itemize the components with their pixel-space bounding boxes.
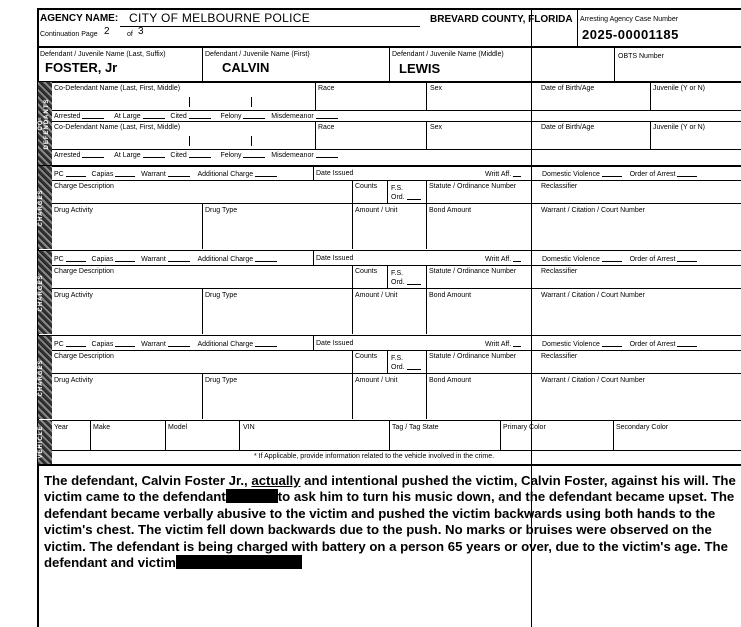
charge3-div-counts: [352, 350, 353, 419]
codefendants-side-tab: [38, 82, 52, 165]
charge3-amount-label: Amount / Unit: [355, 377, 398, 384]
charge2-row2-line: [52, 288, 741, 289]
charge2-warrant-text: Warrant: [141, 256, 166, 263]
vehicle-model-label: Model: [168, 424, 188, 431]
charge1-writt-text: Writt Aff.: [485, 171, 512, 178]
charge2-desc-label: Charge Description: [54, 268, 114, 275]
charge1-capias-text: Capias: [91, 171, 114, 178]
charge3-writt-row: [485, 340, 521, 349]
codefendants-side-label: CO-DEFENDANTS: [38, 97, 50, 149]
charge1-bottom: [37, 250, 741, 251]
redaction-bar: [226, 489, 278, 503]
charge3-capias-text: Capias: [91, 341, 114, 348]
charge3-row2-line: [52, 373, 741, 374]
agency-name: CITY OF MELBOURNE POLICE: [129, 11, 311, 25]
codef2-div-juv: [650, 121, 651, 149]
charge2-reclass-label: Reclassifier: [541, 268, 578, 275]
charge2-writt-row: [485, 255, 521, 264]
charge1-side-label: CHARGES: [38, 188, 44, 227]
defendant-middle-label: Defendant / Juvenile Name (Middle): [392, 51, 504, 58]
charge3-drug-activity-label: Drug Activity: [54, 377, 93, 384]
charge1-bond-label: Bond Amount: [429, 207, 472, 214]
charge3-pc-text: PC: [54, 341, 64, 348]
charge2-statute-label: Statute / Ordinance Number: [429, 268, 517, 275]
charge1-ord-row: [391, 193, 421, 202]
codef1-div-juv: [650, 82, 651, 110]
codef1-arrested-label: [54, 112, 338, 121]
narrative-part-3: to ask him to turn his music down, and the defendant became upset. The defendant became verbally abusive to the victim and pushed the victim backwards using both hands to the victim's chest. The victim fell down backwards due to the push. No marks or bruises were observed on the victim. The defendant is being charged with battery on a person 65 years or over, due to the victim's age. The defendant and victim: [44, 489, 735, 571]
vehicle-side-label: VEHICLE: [38, 425, 44, 459]
charge1-div-date: [313, 166, 314, 180]
charge1-row2-line: [52, 203, 741, 204]
charge2-bottom: [37, 335, 741, 336]
vehicle-tag-label: Tag / Tag State: [392, 424, 439, 431]
charge3-bond-label: Bond Amount: [429, 377, 472, 384]
case-divider: [577, 8, 578, 46]
vehicle-make-label: Make: [93, 424, 111, 431]
charge1-counts-label: Counts: [355, 183, 378, 190]
vehicle-bottom: [37, 464, 741, 466]
codef1-juvenile-label: Juvenile (Y or N): [653, 85, 706, 92]
charge2-counts-label: Counts: [355, 268, 378, 275]
codef2-cited-text: Cited: [170, 152, 187, 159]
obts-label: OBTS Number: [618, 53, 664, 60]
charge1-row1-line: [52, 180, 741, 181]
codef2-div-sex: [426, 121, 427, 149]
veh-div-6: [613, 420, 614, 450]
charge3-additional-text: Additional Charge: [197, 341, 254, 348]
charge1-div-drug: [202, 203, 203, 249]
charge1-reclass-label: Reclassifier: [541, 183, 578, 190]
charge3-fs-label: F.S.: [391, 355, 404, 362]
codef1-div-sex: [426, 82, 427, 110]
charge3-div-statute: [426, 350, 427, 419]
vehicle-secondary-color-label: Secondary Color: [616, 424, 669, 431]
codef2-sex-label: Sex: [430, 124, 443, 131]
codef1-misd-text: Misdemeanor: [271, 113, 314, 120]
veh-div-1: [90, 420, 91, 450]
codef2-felony-text: Felony: [220, 152, 242, 159]
charge3-writt-text: Writt Aff.: [485, 341, 512, 348]
form-top-border: [37, 8, 741, 10]
charge2-drug-activity-label: Drug Activity: [54, 292, 93, 299]
charge2-fs-label: F.S.: [391, 270, 404, 277]
charge2-div-fs: [387, 265, 388, 288]
charge1-drug-activity-label: Drug Activity: [54, 207, 93, 214]
charge2-drug-type-label: Drug Type: [205, 292, 238, 299]
narrative-underlined-word: actually: [251, 473, 301, 488]
charge1-div-statute: [426, 180, 427, 249]
codef1-dob-label: Date of Birth/Age: [541, 85, 595, 92]
charge1-statute-label: Statute / Ordinance Number: [429, 183, 517, 190]
defendant-last-label: Defendant / Juvenile Name (Last, Suffix): [40, 51, 166, 58]
charge3-reclass-label: Reclassifier: [541, 353, 578, 360]
codef1-div-race: [315, 82, 316, 110]
vehicle-vin-label: VIN: [243, 424, 255, 431]
vehicle-note: * If Applicable, provide information related to the vehicle involved in the crime.: [254, 453, 495, 460]
codef2-juvenile-label: Juvenile (Y or N): [653, 124, 706, 131]
codef1-bottom: [52, 121, 741, 122]
charge2-capias-text: Capias: [91, 256, 114, 263]
codef2-dob-label: Date of Birth/Age: [541, 124, 595, 131]
codef1-sex-label: Sex: [430, 85, 443, 92]
vehicle-note-line: [52, 450, 741, 451]
def-div-2: [389, 47, 390, 81]
charge3-div-fs: [387, 350, 388, 373]
charge3-dv-text: Domestic Violence: [542, 341, 600, 348]
charge3-desc-label: Charge Description: [54, 353, 114, 360]
codef2-arrested-text: Arrested: [54, 152, 81, 159]
codef1-name-label: Co-Defendant Name (Last, First, Middle): [54, 85, 181, 92]
codef2-tick-1: [189, 136, 190, 146]
charge2-date-issued-label: Date Issued: [316, 255, 354, 262]
defendant-last-value: FOSTER, Jr: [45, 60, 118, 75]
charge2-ord-row: [391, 278, 421, 287]
page-current: 2: [104, 26, 110, 37]
narrative-text: [44, 473, 739, 571]
narrative-part-2: and intentional pushed the victim, Calvin Foster, against his will. The victim came to the defendant: [44, 473, 736, 505]
redaction-bar: [176, 555, 302, 569]
charge2-side-label: CHARGES: [38, 273, 44, 312]
page-total: 3: [138, 26, 144, 37]
vehicle-side-tab: [38, 420, 52, 464]
defendant-middle-value: LEWIS: [399, 61, 441, 76]
veh-div-5: [500, 420, 501, 450]
continuation-label: Continuation Page: [40, 31, 98, 38]
charge1-drug-type-label: Drug Type: [205, 207, 238, 214]
charge3-div-date: [313, 336, 314, 350]
charge2-div-date: [313, 251, 314, 265]
case-number: 2025-00001185: [582, 27, 679, 42]
charge3-order-text: Order of Arrest: [629, 341, 676, 348]
charge1-pc-text: PC: [54, 171, 64, 178]
def-div-1: [202, 47, 203, 81]
charge2-row1-line: [52, 265, 741, 266]
codef2-div-race: [315, 121, 316, 149]
charge2-dv-text: Domestic Violence: [542, 256, 600, 263]
county-label: BREVARD COUNTY, FLORIDA: [430, 14, 573, 25]
codef1-race-label: Race: [318, 85, 335, 92]
charge3-dv-row: [542, 340, 697, 349]
charge3-date-issued-label: Date Issued: [316, 340, 354, 347]
charge2-pc-row: [54, 255, 277, 264]
codef2-race-label: Race: [318, 124, 335, 131]
charge1-dv-text: Domestic Violence: [542, 171, 600, 178]
charge3-side-tab: [38, 336, 52, 419]
def-div-3: [614, 47, 615, 81]
charge1-writt-row: [485, 170, 521, 179]
case-number-label: Arresting Agency Case Number: [580, 16, 679, 23]
charge3-counts-label: Counts: [355, 353, 378, 360]
charge2-ord-text: Ord.: [391, 279, 405, 286]
narrative-part-1: The defendant, Calvin Foster Jr.,: [44, 473, 252, 488]
charge3-drug-type-label: Drug Type: [205, 377, 238, 384]
defendant-bottom: [37, 81, 741, 83]
defendant-first-value: CALVIN: [222, 60, 270, 75]
charge2-bond-label: Bond Amount: [429, 292, 472, 299]
charge3-ord-text: Ord.: [391, 364, 405, 371]
codef1-arrested-text: Arrested: [54, 113, 81, 120]
codef1-cited-text: Cited: [170, 113, 187, 120]
charge2-order-text: Order of Arrest: [629, 256, 676, 263]
charge1-date-issued-label: Date Issued: [316, 170, 354, 177]
charge2-writt-text: Writt Aff.: [485, 256, 512, 263]
charge3-warrant-text: Warrant: [141, 341, 166, 348]
charge2-warrant-number-label: Warrant / Citation / Court Number: [541, 292, 645, 299]
charge1-div-counts: [352, 180, 353, 249]
charge3-side-label: CHARGES: [38, 358, 44, 397]
veh-div-3: [239, 420, 240, 450]
charge3-ord-row: [391, 363, 421, 372]
vehicle-primary-color-label: Primary Color: [503, 424, 546, 431]
charge1-ord-text: Ord.: [391, 194, 405, 201]
charge3-warrant-number-label: Warrant / Citation / Court Number: [541, 377, 645, 384]
charge2-div-drug: [202, 288, 203, 334]
charge1-dv-row: [542, 170, 697, 179]
codef1-tick-1: [189, 97, 190, 107]
charge1-additional-text: Additional Charge: [197, 171, 254, 178]
codef2-atlarge-text: At Large: [114, 152, 141, 159]
charge1-order-text: Order of Arrest: [629, 171, 676, 178]
charge2-pc-text: PC: [54, 256, 64, 263]
charge1-div-fs: [387, 180, 388, 203]
codef2-name-label: Co-Defendant Name (Last, First, Middle): [54, 124, 181, 131]
charge1-desc-label: Charge Description: [54, 183, 114, 190]
charge2-div-counts: [352, 265, 353, 334]
vehicle-year-label: Year: [54, 424, 69, 431]
veh-div-2: [165, 420, 166, 450]
charge3-div-drug: [202, 373, 203, 419]
charge2-additional-text: Additional Charge: [197, 256, 254, 263]
charge1-fs-label: F.S.: [391, 185, 404, 192]
codef2-tick-2: [251, 136, 252, 146]
charge1-warrant-text: Warrant: [141, 171, 166, 178]
defendant-first-label: Defendant / Juvenile Name (First): [205, 51, 310, 58]
codef1-felony-text: Felony: [220, 113, 242, 120]
of-label: of: [127, 31, 133, 38]
charge2-div-statute: [426, 265, 427, 334]
charge1-amount-label: Amount / Unit: [355, 207, 398, 214]
charge1-pc-row: [54, 170, 277, 179]
agency-underline: [120, 26, 420, 27]
codef2-arrested-label: [54, 151, 338, 160]
codef2-misd-text: Misdemeanor: [271, 152, 314, 159]
codef1-tick-2: [251, 97, 252, 107]
charge1-side-tab: [38, 166, 52, 249]
charge3-row1-line: [52, 350, 741, 351]
codef1-mid-line: [52, 110, 741, 111]
agency-name-label: AGENCY NAME:: [40, 13, 119, 24]
charge3-statute-label: Statute / Ordinance Number: [429, 353, 517, 360]
codef2-mid-line: [52, 149, 741, 150]
charge3-pc-row: [54, 340, 277, 349]
veh-div-4: [389, 420, 390, 450]
charge1-warrant-number-label: Warrant / Citation / Court Number: [541, 207, 645, 214]
charge2-dv-row: [542, 255, 697, 264]
charge2-amount-label: Amount / Unit: [355, 292, 398, 299]
charge2-side-tab: [38, 251, 52, 334]
codefendants-bottom: [37, 165, 741, 167]
codef1-atlarge-text: At Large: [114, 113, 141, 120]
